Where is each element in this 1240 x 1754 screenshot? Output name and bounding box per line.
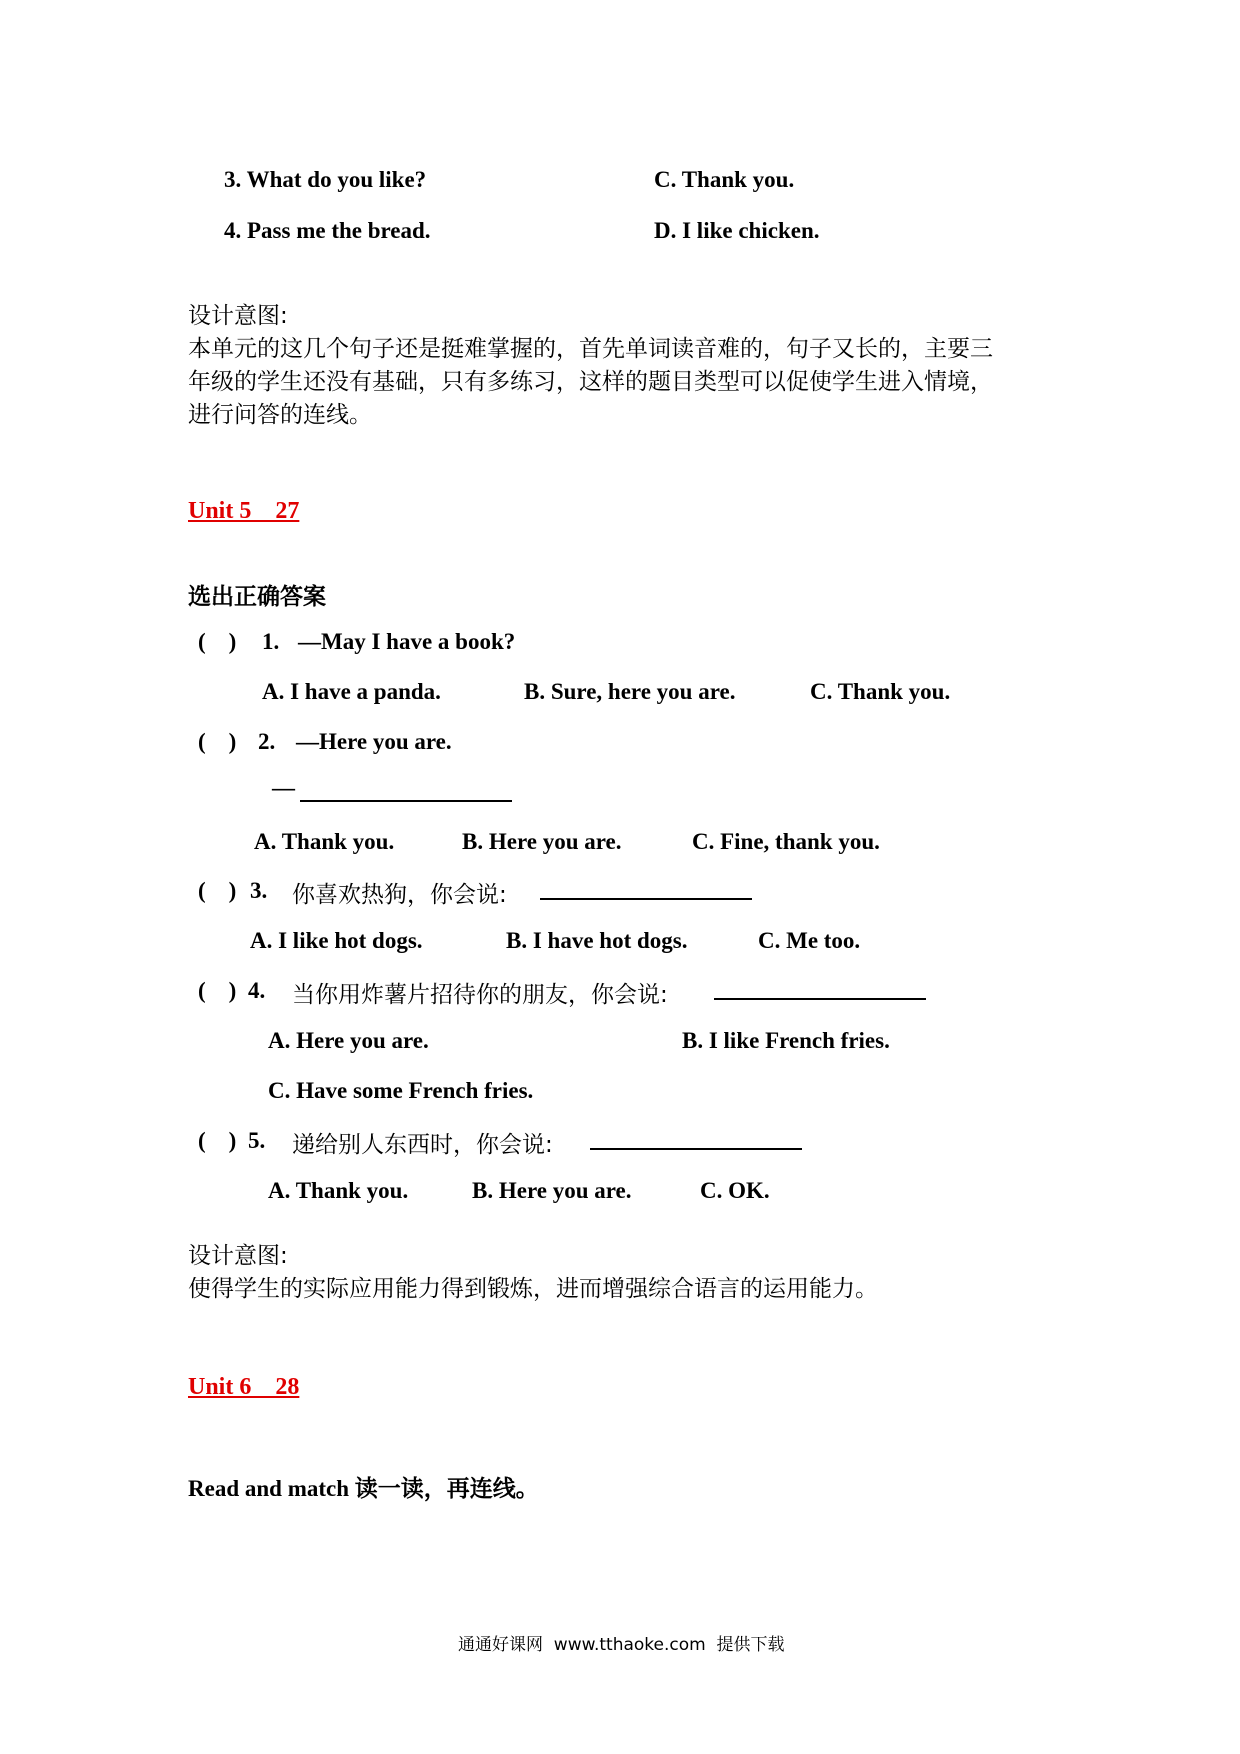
option-b: B. I have hot dogs. <box>506 928 688 953</box>
option-a: A. I have a panda. <box>262 679 441 704</box>
answer-paren: ( ) <box>198 629 237 654</box>
question-number: 2. <box>258 729 276 754</box>
answer-paren: ( ) <box>198 1128 237 1153</box>
answer-blank <box>540 898 752 900</box>
answer-paren: ( ) <box>198 729 237 754</box>
option-c: C. Me too. <box>758 928 861 953</box>
question-stem: —May I have a book? <box>298 629 516 654</box>
question-stem: —Here you are. <box>296 729 452 754</box>
question-stem: 你喜欢热狗，你会说: <box>292 882 507 908</box>
answer-paren: ( ) <box>198 878 237 903</box>
question-number: 4. <box>248 978 266 1003</box>
answer-paren: ( ) <box>198 978 237 1003</box>
option-c: C. Have some French fries. <box>268 1078 534 1103</box>
page-footer: 通通好课网 www.tthaoke.com 提供下载 <box>458 1635 785 1655</box>
section-title: 选出正确答案 <box>188 584 326 610</box>
option-b: B. Here you are. <box>472 1178 632 1203</box>
design-intent-line: 进行问答的连线。 <box>188 402 372 428</box>
unit5-title: Unit 5 27 <box>188 498 300 524</box>
option-c: C. Fine, thank you. <box>692 829 880 854</box>
option-a: A. Thank you. <box>254 829 395 854</box>
question-stem: 递给别人东西时，你会说: <box>292 1132 553 1158</box>
design-intent-label: 设计意图: <box>188 303 288 329</box>
design-intent-label: 设计意图: <box>188 1243 288 1269</box>
answer-dash: — <box>272 775 295 800</box>
match-right-d: D. I like chicken. <box>654 218 820 243</box>
match-right-c: C. Thank you. <box>654 167 795 192</box>
option-c: C. Thank you. <box>810 679 951 704</box>
read-and-match-heading <box>188 1470 539 1503</box>
match-left-4: 4. Pass me the bread. <box>224 218 431 243</box>
question-number: 1. <box>262 629 280 654</box>
option-b: B. Sure, here you are. <box>524 679 736 704</box>
design-intent-line: 年级的学生还没有基础，只有多练习，这样的题目类型可以促使学生进入情境， <box>188 369 993 395</box>
read-and-match-zh: 读一读，再连线。 <box>354 1476 539 1502</box>
question-number: 3. <box>250 878 268 903</box>
option-c: C. OK. <box>700 1178 770 1203</box>
answer-blank <box>714 998 926 1000</box>
answer-blank <box>300 800 512 802</box>
unit6-title: Unit 6 28 <box>188 1374 300 1400</box>
option-a: A. Thank you. <box>268 1178 409 1203</box>
option-a: A. I like hot dogs. <box>250 928 423 953</box>
read-and-match-en: Read and match <box>188 1476 355 1501</box>
question-stem: 当你用炸薯片招待你的朋友，你会说: <box>292 982 668 1008</box>
option-a: A. Here you are. <box>268 1028 429 1053</box>
design-intent-line: 本单元的这几个句子还是挺难掌握的，首先单词读音难的，句子又长的，主要三 <box>188 336 993 362</box>
option-b: B. I like French fries. <box>682 1028 890 1053</box>
question-number: 5. <box>248 1128 266 1153</box>
answer-blank <box>590 1148 802 1150</box>
match-left-3: 3. What do you like? <box>224 167 427 192</box>
option-b: B. Here you are. <box>462 829 622 854</box>
design-intent-line: 使得学生的实际应用能力得到锻炼，进而增强综合语言的运用能力。 <box>188 1276 878 1302</box>
